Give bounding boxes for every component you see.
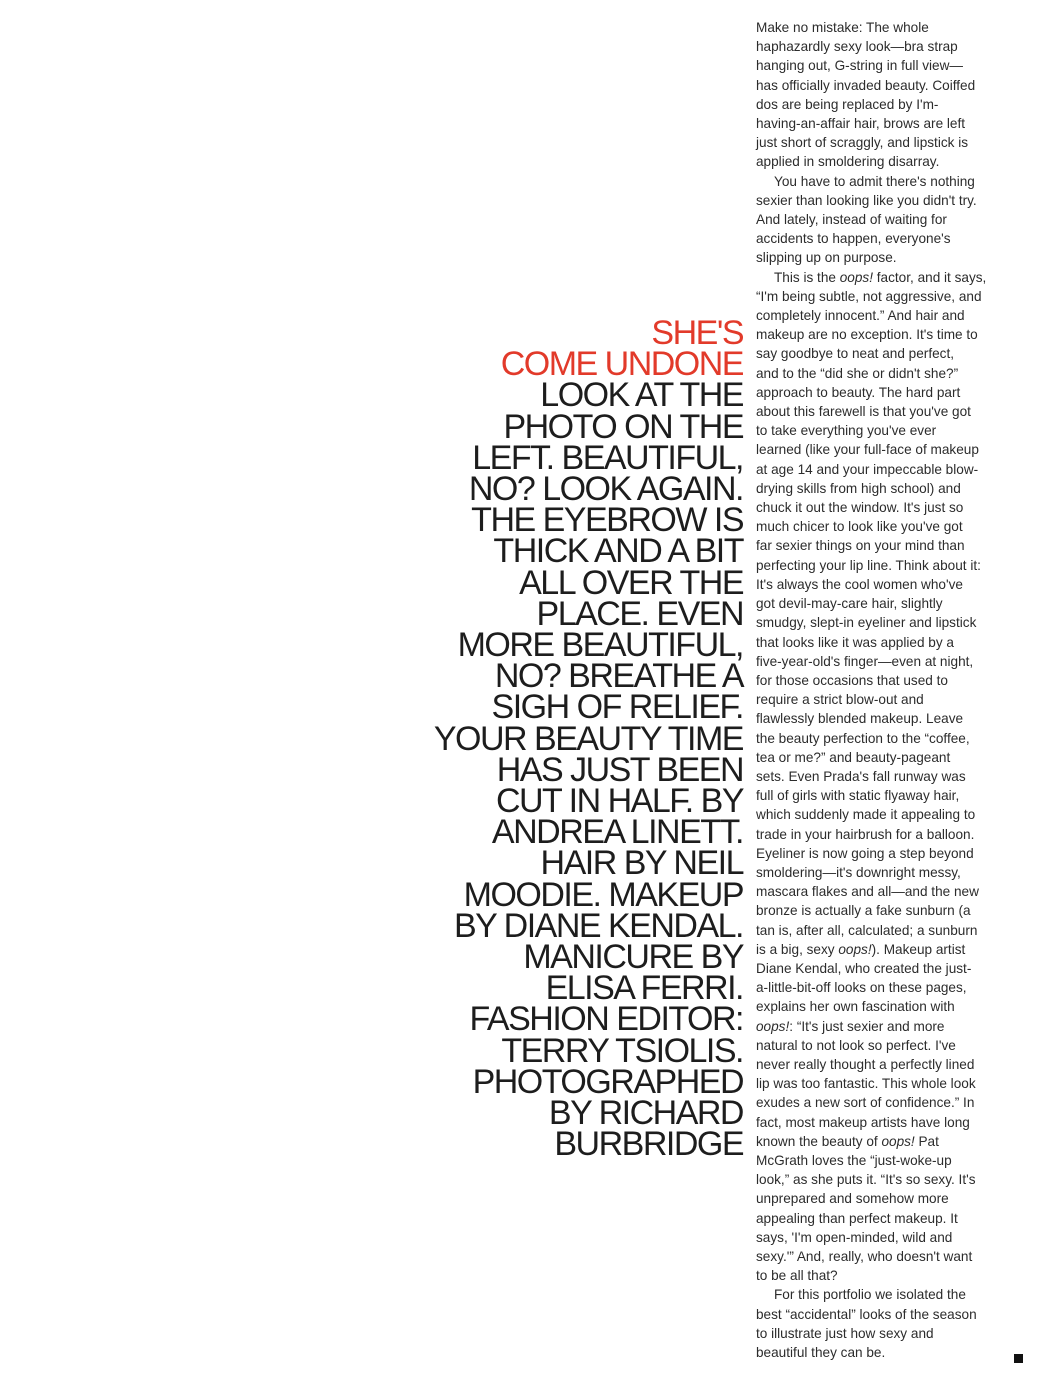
headline-deck-line: HAIR BY NEIL	[540, 844, 743, 883]
article-line: require a strict blow-out and	[756, 692, 924, 708]
article-line: tea or me?” and beauty-pageant	[756, 749, 951, 765]
article-line: that looks like it was applied by a	[756, 634, 954, 650]
article-line: natural to not look so perfect. I've	[756, 1037, 956, 1053]
article-line: much chicer to look like you've got	[756, 519, 963, 535]
article-line: has officially invaded beauty. Coiffed	[756, 77, 976, 93]
article-line: sexier than looking like you didn't try.	[756, 192, 977, 208]
headline-deck-line: NO? BREATHE A	[494, 657, 743, 696]
article-line: look,” as she puts it. “It's so sexy. It's	[756, 1172, 976, 1188]
headline-deck-line: PHOTOGRAPHED	[472, 1062, 743, 1101]
article-line: tan is, after all, calculated; a sunburn	[756, 922, 978, 938]
article-line: smoldering—it's downright messy,	[756, 864, 961, 880]
headline-deck-line: YOUR BEAUTY TIME	[433, 719, 743, 758]
article-line: known the beauty of oops! Pat	[756, 1133, 939, 1149]
headline-deck-line: THE EYEBROW IS	[471, 501, 743, 540]
article-line: five-year-old's finger—even at night,	[756, 653, 974, 669]
article-line: to take everything you've ever	[756, 423, 937, 439]
article-line: is a big, sexy oops!). Makeup artist	[756, 941, 966, 957]
article-line: trade in your hairbrush for a balloon.	[756, 826, 975, 842]
article-line: slipping up on purpose.	[756, 250, 897, 266]
headline-deck-line: TERRY TSIOLIS.	[501, 1031, 743, 1070]
article-line: explains her own fascination with	[756, 999, 955, 1015]
article-line: McGrath loves the “just-woke-up	[756, 1152, 952, 1168]
article-line: fact, most makeup artists have long	[756, 1114, 970, 1130]
headline-deck-line: PHOTO ON THE	[503, 407, 743, 446]
article-line: far sexier things on your mind than	[756, 538, 965, 554]
headline-deck-line: BURBRIDGE	[554, 1125, 743, 1164]
article-line: best “accidental” looks of the season	[756, 1306, 977, 1322]
article-line: flawlessly blended makeup. Leave	[756, 711, 964, 727]
headline-deck-line: PLACE. EVEN	[536, 594, 743, 633]
article-line: which suddenly made it appealing to	[756, 807, 976, 823]
article-line: at age 14 and your impeccable blow-	[756, 461, 979, 477]
article-line: perfecting your lip line. Think about it:	[756, 557, 981, 573]
article-line: completely innocent.” And hair and	[756, 308, 965, 324]
article-line: lip was too fantastic. This whole look	[756, 1076, 976, 1092]
article-line: hanging out, G-string in full view—	[756, 58, 964, 74]
article-line: a-little-bit-off looks on these pages,	[756, 980, 967, 996]
end-of-article-mark	[1014, 1354, 1023, 1363]
article-line: full of girls with static flyaway hair,	[756, 788, 960, 804]
article-line: haphazardly sexy look—bra strap	[756, 39, 958, 55]
article-line: For this portfolio we isolated the	[774, 1287, 966, 1303]
headline-deck-line: BY RICHARD	[548, 1094, 743, 1133]
article-line: for those occasions that used to	[756, 672, 948, 688]
article-line: sets. Even Prada's fall runway was	[756, 768, 966, 784]
headline-deck-line: LOOK AT THE	[540, 376, 743, 415]
article-line: appealing than perfect makeup. It	[756, 1210, 958, 1226]
headline-deck-line: FASHION EDITOR:	[469, 1000, 743, 1039]
article-line: says, 'I'm open-minded, wild and	[756, 1229, 953, 1245]
headline-deck-line: NO? LOOK AGAIN.	[468, 470, 743, 509]
article-line: about this farewell is that you've got	[756, 404, 971, 420]
headline-title-line: COME UNDONE	[500, 345, 743, 384]
article-line: “I'm being subtle, not aggressive, and	[756, 288, 982, 304]
article-line: to illustrate just how sexy and	[756, 1325, 934, 1341]
article-line: never really thought a perfectly lined	[756, 1056, 975, 1072]
article-line: approach to beauty. The hard part	[756, 384, 961, 400]
article-line: makeup are no exception. It's time to	[756, 327, 978, 343]
article-line: drying skills from high school) and	[756, 480, 961, 496]
article-line: This is the oops! factor, and it says,	[774, 269, 987, 285]
headline-deck-line: MANICURE BY	[523, 938, 743, 977]
article-line: Diane Kendal, who created the just-	[756, 960, 972, 976]
article-line: bronze is actually a fake sunburn (a	[756, 903, 971, 919]
article-line: And lately, instead of waiting for	[756, 212, 947, 228]
article-line: say goodbye to neat and perfect,	[756, 346, 955, 362]
article-line: beautiful they can be.	[756, 1345, 886, 1361]
article-line: Make no mistake: The whole	[756, 20, 929, 35]
article-line: and to the “did she or didn't she?”	[756, 365, 959, 381]
headline-deck-line: CUT IN HALF. BY	[495, 782, 743, 821]
article-line: accidents to happen, everyone's	[756, 231, 951, 247]
article-line: having-an-affair hair, brows are left	[756, 116, 966, 132]
article-line: exudes a new sort of confidence.” In	[756, 1095, 975, 1111]
headline-deck-line: BY DIANE KENDAL.	[453, 906, 743, 945]
headline-deck-line: ELISA FERRI.	[545, 969, 743, 1008]
article-line: dos are being replaced by I'm-	[756, 96, 939, 112]
article-line: unprepared and somehow more	[756, 1191, 949, 1207]
headline-deck-line: MOODIE. MAKEUP	[463, 875, 743, 914]
article-line: just short of scraggly, and lipstick is	[756, 135, 969, 151]
headline-deck-line: LEFT. BEAUTIFUL,	[472, 438, 743, 477]
headline-deck-line: MORE BEAUTIFUL,	[457, 626, 743, 665]
headline-deck-line: SIGH OF RELIEF.	[491, 688, 743, 727]
article-line: applied in smoldering disarray.	[756, 154, 940, 170]
article-line: chuck it out the window. It's just so	[756, 500, 964, 516]
headline-deck-line: THICK AND A BIT	[493, 532, 743, 571]
article-line: learned (like your full-face of makeup	[756, 442, 979, 458]
headline-deck-line: ANDREA LINETT.	[491, 813, 743, 852]
headline-deck	[400, 376, 743, 1164]
headline-title-line: SHE'S	[651, 314, 743, 352]
article-line: Eyeliner is now going a step beyond	[756, 845, 974, 861]
article-line: the beauty perfection to the “coffee,	[756, 730, 970, 746]
article-line: You have to admit there's nothing	[774, 173, 975, 189]
article-line: mascara flakes and all—and the new	[756, 884, 979, 900]
headline-deck-line: ALL OVER THE	[519, 563, 743, 602]
headline-block	[400, 314, 743, 1164]
article-line: sexy.'” And, really, who doesn't want	[756, 1249, 973, 1264]
article-body	[756, 18, 1028, 1362]
article-line: got devil-may-care hair, slightly	[756, 596, 943, 612]
headline-title	[400, 314, 743, 384]
article-line: oops!: “It's just sexier and more	[756, 1018, 945, 1034]
headline-deck-line: HAS JUST BEEN	[496, 750, 743, 789]
article-line: It's always the cool women who've	[756, 576, 963, 592]
article-line: to be all that?	[756, 1268, 838, 1284]
article-line: smudgy, slept-in eyeliner and lipstick	[756, 615, 977, 631]
